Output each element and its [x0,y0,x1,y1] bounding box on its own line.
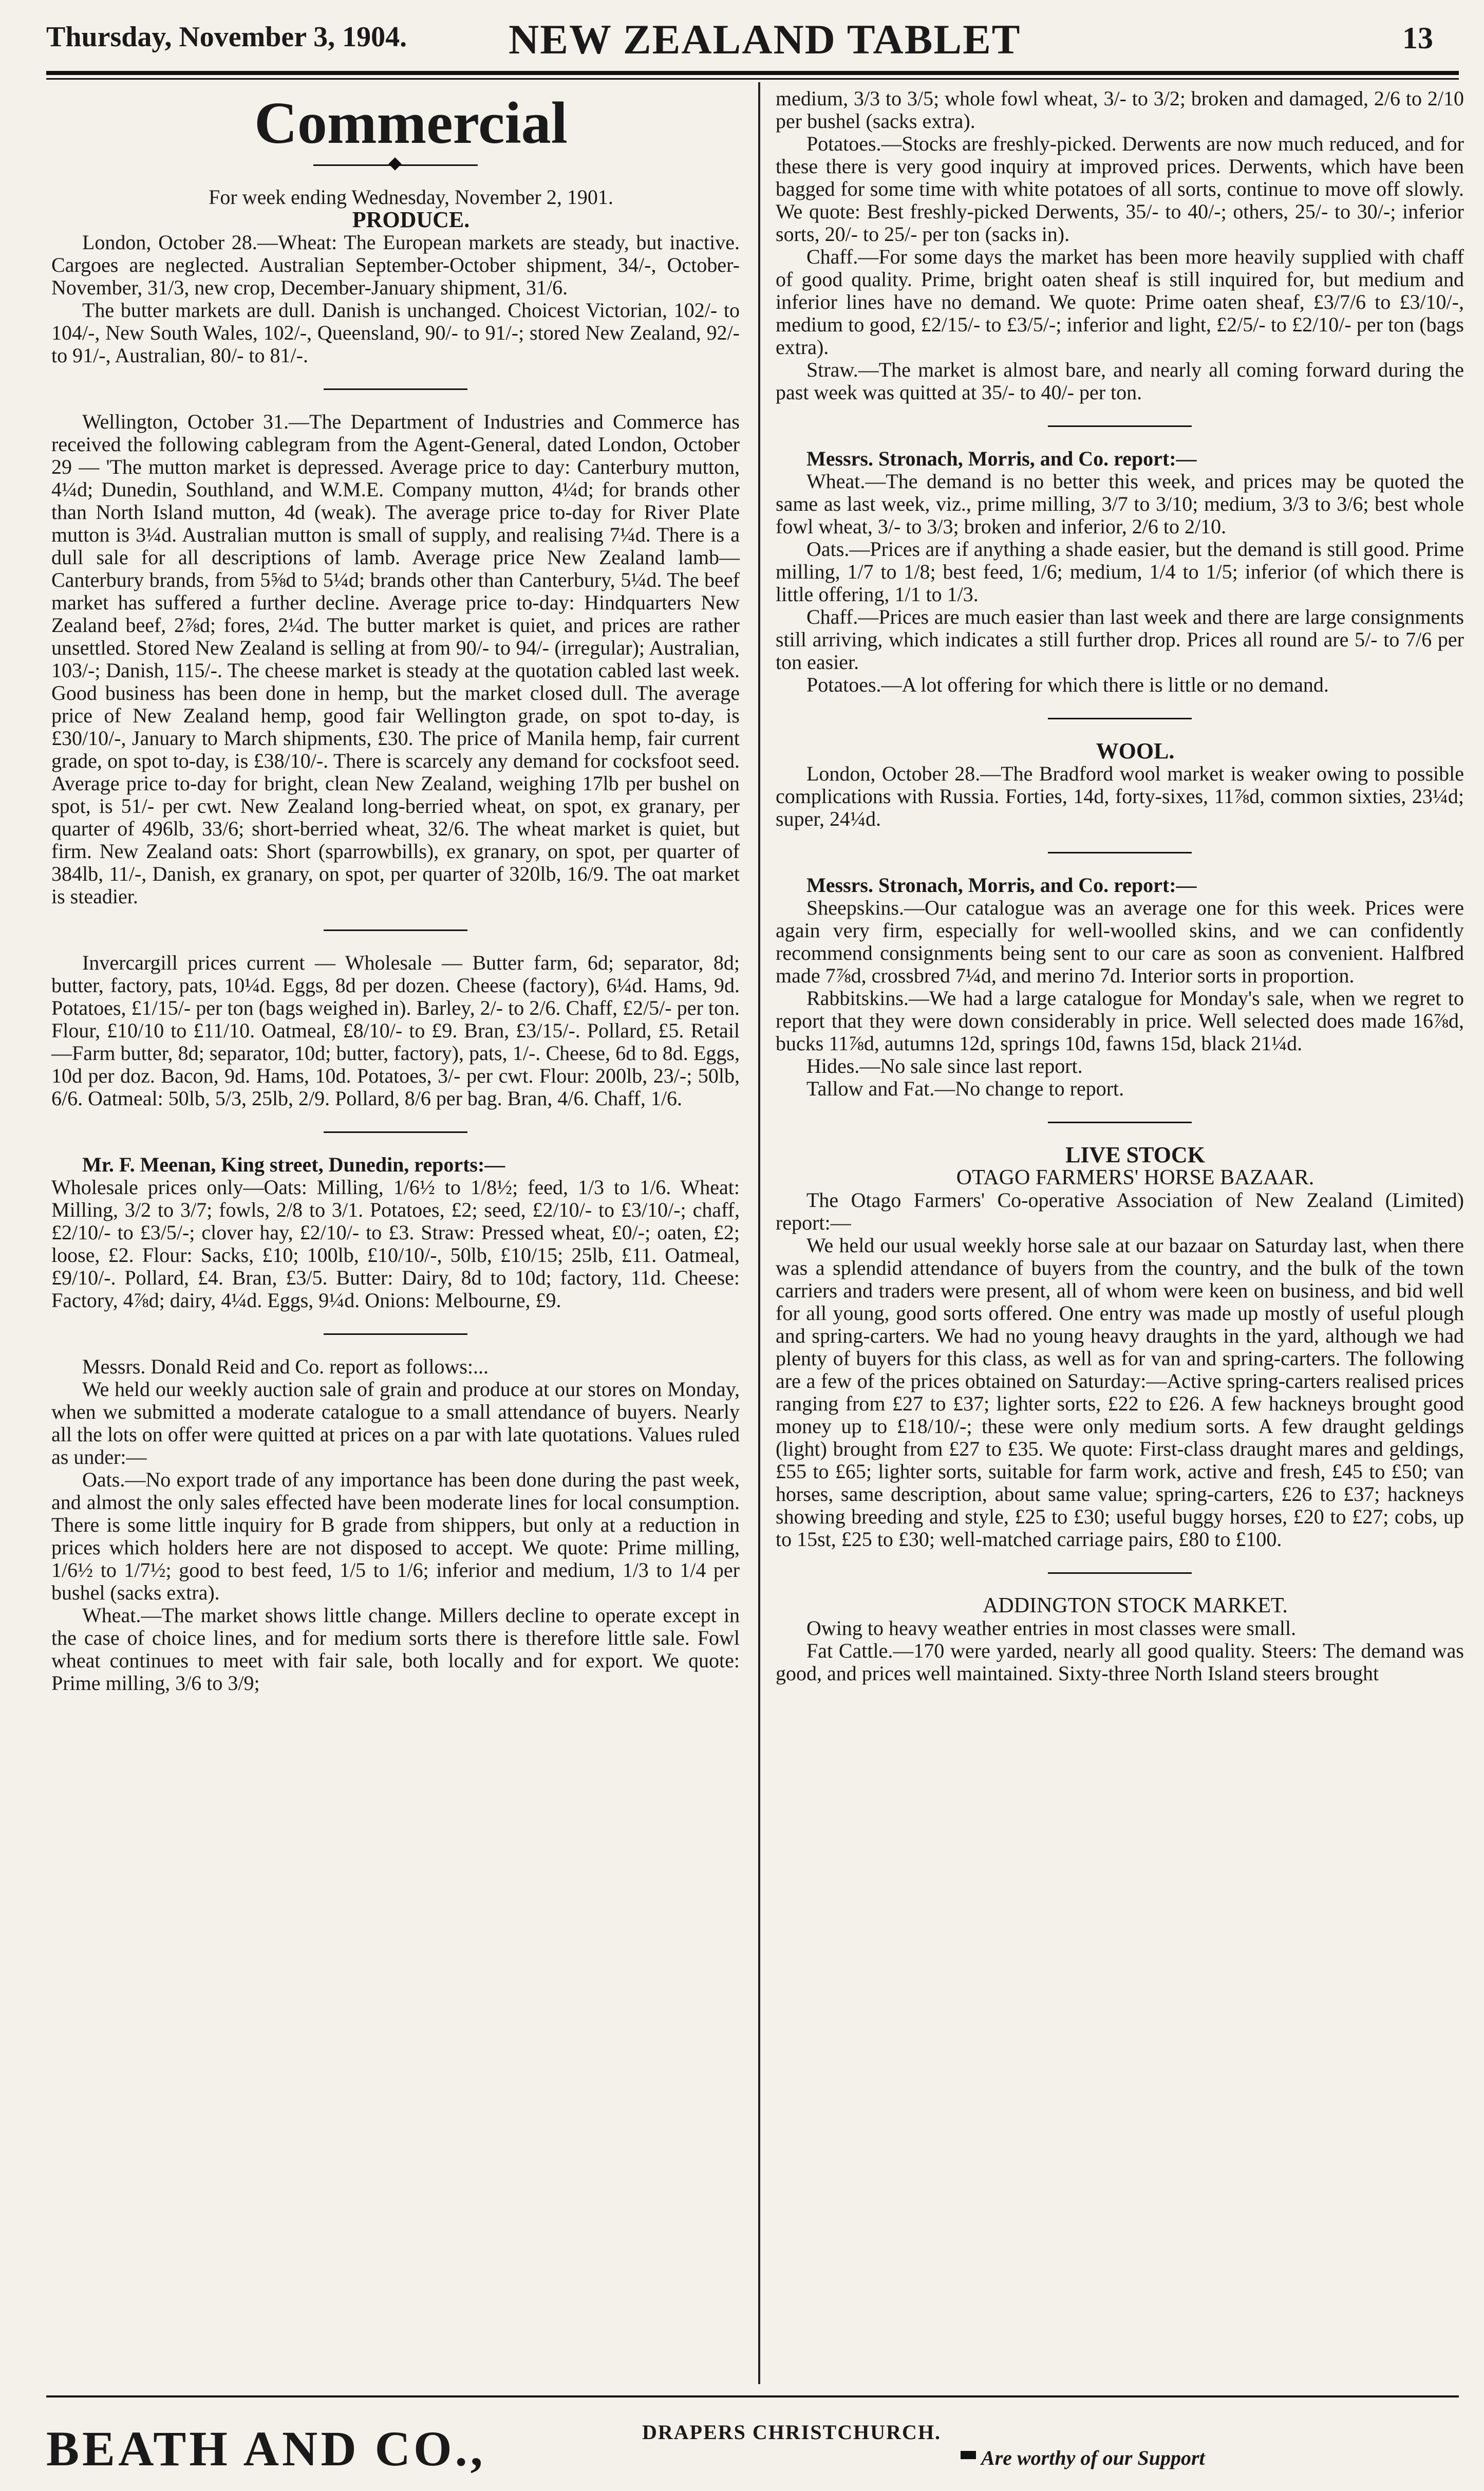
sheepskins-paragraph: Sheepskins.—Our catalogue was an average one for this week. Prices were again very firm, especially for well-woolled skins, and we can confidently recommend consignments being sent to our care as soon as convenient. Halfbred made 7⅞d, crossbred 7¼d, and merino 7d. Interior sorts in proportion. [776,896,1464,987]
pointing-hand-icon [961,2451,976,2459]
reid-oats-paragraph: Oats.—No export trade of any importance has been done during the past week, and almost the only sales effected have been moderate lines for local consumption. There is some little inquiry for B grade from shippers, but only at a reduction in prices which holders here are not disposed to accept. We quote: Prime milling, 1/6½ to 1/7½; good to best feed, 1/5 to 1/6; inferior and medium, 1/3 to 1/4 per bushel (sacks extra). [51,1468,740,1604]
stronach-potatoes-paragraph: Potatoes.—A lot offering for which there is little or no demand. [806,673,1329,696]
invercargill-paragraph: Invercargill prices current — Wholesale — Butter farm, 6d; separator, 8d; butter, factory, pats, 10¼d. Eggs, 8d per dozen. Cheese (factory), 6¼d. Hams, 9d. Potatoes, £1/15/- per ton (bags weighed in). Barley, 2/- to 2/6. Chaff, £2/5/- per ton. Flour, £10/10 to £11/10. Oatmeal, £8/10/- to £9. Bran, £3/15/-. Pollard, £5. Retail—Farm butter, 8d; separator, 10d; butter, factory), pats, 1/-. Cheese, 6d to 8d. Eggs, 10d per doz. Bacon, 9d. Hams, 10d. Potatoes, 3/- per cwt. Flour: 200lb, 23/-; 50lb, 6/6. Oatmeal: 50lb, 5/3, 25lb, 2/9. Pollard, 8/6 per bag. Bran, 4/6. Chaff, 1/6. [51,951,740,1110]
meenan-report-body: Wholesale prices only—Oats: Milling, 1/6½ to 1/8½; feed, 1/3 to 1/6. Wheat: Milling, 3/2 to 3/7; fowls, 2/8 to 3/1. Potatoes, £2; seed, £2/10/- to £3/10/-; chaff, £2/10/- to £3/5/-; clover hay, £2/10/- to £3. Straw: Pressed wheat, £0/-; oaten, £2; loose, £2. Flour: Sacks, £10; 100lb, £10/10/-, 50lb, £10/15; 25lb, £11. Oatmeal, £9/10/-. Pollard, £4. Bran, £3/5. Butter: Dairy, 8d to 10d; factory, 11d. Cheese: Factory, 4⅞d; dairy, 4¼d. Eggs, 9¼d. Onions: Melbourne, £9. [51,1176,740,1312]
stronach-oats-paragraph: Oats.—Prices are if anything a shade easier, but the demand is still good. Prime milling, 1/7 to 1/8; best feed, 1/6; medium, 1/4 to 1/5; inferior (of which there is little offering, 1/1 to 1/3. [776,537,1464,606]
separator [1048,718,1192,719]
masthead-rule-thin [46,78,1459,80]
otago-intro-paragraph: The Otago Farmers' Co-operative Association of New Zealand (Limited) report:— [776,1188,1464,1234]
separator [324,930,467,931]
issue-date: Thursday, November 3, 1904. [46,21,407,53]
reid-intro-paragraph: We held our weekly auction sale of grain and produce at our stores on Monday, when we submitted a moderate catalogue to a small attendance of buyers. Nearly all the lots on offer were quitted at prices on a par with late quotations. Values ruled as under:— [51,1378,740,1468]
hides-paragraph: Hides.—No sale since last report. [806,1054,1083,1077]
straw-paragraph: Straw.—The market is almost bare, and nearly all coming forward during the past week was quitted at 35/- to 40/- per ton. [776,358,1464,404]
tallow-paragraph: Tallow and Fat.—No change to report. [806,1077,1124,1100]
separator [1048,1572,1192,1574]
wellington-paragraph: Wellington, October 31.—The Department of Industries and Commerce has received the following cablegram from the Agent-General, dated London, October 29 — 'The mutton market is depressed. Average price to day: Canterbury mutton, 4¼d; Dunedin, Southland, and W.M.E. Company mutton, 4¼d; for brands other than North Island mutton, 4d (weak). The average price to-day for River Plate mutton is 3¼d. Australian mutton is small of supply, and realising 7¼d. There is a dull sale for all descriptions of lamb. Average price New Zealand lamb—Canterbury brands, from 5⅝d to 5¼d; brands other than Canterbury, 5¼d. The beef market has suffered a further decline. Average price to-day: Hindquarters New Zealand beef, 2⅞d; fores, 2¼d. The butter market is quiet, and prices are rather unsettled. Stored New Zealand is selling at from 90/- to 94/- (irregular); Australian, 103/-; Danish, 115/-. The cheese market is steady at the quotation cabled last week. Good business has been done in hemp, but the market closed dull. The average price of New Zealand hemp, good fair Wellington grade, on spot to-day, is £30/10/-, January to March shipments, £30. The price of Manila hemp, fair current grade, on spot to-day, is £38/10/-. There is scarcely any demand for cocksfoot seed. Average price to-day for bright, clean New Zealand, weighing 17lb per bushel on spot, is 51/- per cwt. New Zealand long-berried wheat, on spot, ex granary, per quarter of 496lb, 33/6; short-berried wheat, 32/6. The wheat market is quiet, but firm. New Zealand oats: Short (sparrowbills), ex granary, on spot, per quarter of 384lb, 11/-, Danish, ex granary, on spot, per quarter of 320lb, 16/9. The oat market is steadier. [51,410,740,908]
masthead [46,15,1433,67]
reid-wheat-paragraph: Wheat.—The market shows little change. Millers decline to operate except in the case of choice lines, and for medium sorts there is therefore little sale. Fowl wheat continues to meet with fair sale, both locally and for export. We quote: Prime milling, 3/6 to 3/9; [51,1604,740,1695]
separator [324,1131,467,1133]
left-column [51,87,740,1695]
ornament-divider [313,159,478,171]
separator [1048,852,1192,853]
otago-body-paragraph: We held our usual weekly horse sale at our bazaar on Saturday last, when there was a splendid attendance of buyers from the country, and the bulk of the town carriers and traders were present, all of whom were keen on business, and bid well for all young, good sorts offered. One entry was made up mostly of useful plough and spring-carters. We had no young heavy draughts in the yard, although we had plenty of buyers for this class, as well as for van and spring-carters. The following are a few of the prices obtained on Saturday:—Active spring-carters realised prices ranging from £27 to £37; lighter sorts, £22 to £26. A few hackneys brought good money up to £18/10/-; these were only medium sorts. A few draught geldings (light) brought from £27 to £35. We quote: First-class draught mares and geldings, £55 to £65; lighter sorts, suitable for farm work, active and fresh, £45 to £50; van horses, same description, about same value; spring-carters, £26 to £37; hackneys showing breeding and style, £25 to £30; useful buggy horses, £20 to £27; cobs, up to 15st, £25 to £30; well-matched carriage pairs, £80 to £100. [776,1234,1464,1551]
chaff-paragraph: Chaff.—For some days the market has been more heavily supplied with chaff of good quality. Prime, bright oaten sheaf is still inquired for, but medium and inferior lines have no demand. We quote: Prime oaten sheaf, £3/7/6 to £3/10/-, medium to good, £2/15/- to £3/5/-; inferior and light, £2/5/- to £2/10/- per ton (bags extra). [776,245,1464,359]
newspaper-title: NEW ZEALAND TABLET [509,16,1021,63]
stronach-wheat-paragraph: Wheat.—The demand is no better this week, and prices may be quoted the same as last week, viz., prime milling, 3/7 to 3/10; medium, 3/3 to 3/6; best whole fowl wheat, 3/- to 3/3; broken and inferior, 2/6 to 2/10. [776,470,1464,538]
separator [324,1333,467,1335]
advertiser-trade: DRAPERS CHRISTCHURCH. [642,2421,942,2444]
london-butter-paragraph: The butter markets are dull. Danish is unchanged. Choicest Victorian, 102/- to 104/-, New South Wales, 102/-, Queensland, 90/- to 91/-; stored New Zealand, 92/- to 91/-, Australian, 80/- to 81/-. [51,299,740,367]
meenan-report-heading: Mr. F. Meenan, King street, Dunedin, reports:— [82,1153,505,1176]
masthead-rule [46,71,1459,75]
live-stock-heading: LIVE STOCK [1065,1142,1205,1167]
fat-cattle-paragraph: Fat Cattle.—170 were yarded, nearly all good quality. Steers: The demand was good, and prices well maintained. Sixty-three North Island steers brought [776,1639,1464,1685]
separator [1048,425,1192,427]
wool-heading: WOOL. [1096,738,1175,764]
section-heading-commercial: Commercial [254,90,568,156]
stronach-wool-report-heading: Messrs. Stronach, Morris, and Co. report:— [806,873,1197,897]
reid-report-heading: Messrs. Donald Reid and Co. report as follows:... [82,1355,489,1378]
advertiser-name: BEATH AND CO., [46,2421,486,2476]
london-wheat-paragraph: London, October 28.—Wheat: The European markets are steady, but inactive. Cargoes are neglected. Australian September-October shipment, 34/-, October-November, 31/3, new crop, December-January shipment, 31/6. [51,231,740,299]
column-divider [758,82,760,2384]
separator [1048,1122,1192,1123]
rabbitskins-paragraph: Rabbitskins.—We had a large catalogue for Monday's sale, when we regret to report that they were down considerably in price. Well selected does made 16⅞d, bucks 11⅞d, autumns 12d, springs 10d, fawns 15d, black 21¼d. [776,987,1464,1055]
wheat-continued-paragraph: medium, 3/3 to 3/5; whole fowl wheat, 3/- to 3/2; broken and damaged, 2/6 to 2/10 per bushel (sacks extra). [776,87,1464,133]
stronach-chaff-paragraph: Chaff.—Prices are much easier than last week and there are large consignments still arriving, which indicates a still further drop. Prices all round are 5/- to 7/6 per ton easier. [776,605,1464,674]
stronach-report-heading: Messrs. Stronach, Morris, and Co. report:— [806,447,1197,470]
addington-heading: ADDINGTON STOCK MARKET. [983,1594,1288,1618]
wool-london-paragraph: London, October 28.—The Bradford wool market is weaker owing to possible complications with Russia. Forties, 14d, forty-sixes, 11⅞d, common sixties, 23¼d; super, 24¼d. [776,762,1464,830]
advertiser-slogan: Are worthy of our Support [981,2446,1205,2469]
potatoes-paragraph: Potatoes.—Stocks are freshly-picked. Derwents are now much reduced, and for these there is very good inquiry at improved prices. Derwents, which have been bagged for some time with white potatoes of all sorts, continue to move off slowly. We quote: Best freshly-picked Derwents, 35/- to 40/-; others, 25/- to 30/-; inferior sorts, 20/- to 25/- per ton (sacks in). [776,132,1464,246]
right-column [776,87,1464,1685]
week-ending-line: For week ending Wednesday, November 2, 1901. [209,185,613,209]
page-number: 13 [1402,21,1433,55]
addington-intro-paragraph: Owing to heavy weather entries in most classes were small. [806,1616,1297,1640]
separator [324,388,467,390]
produce-heading: PRODUCE. [352,207,470,232]
footer-rule [46,2395,1459,2397]
footer-advertisement [46,2410,1459,2476]
otago-bazaar-heading: OTAGO FARMERS' HORSE BAZAAR. [956,1166,1314,1189]
